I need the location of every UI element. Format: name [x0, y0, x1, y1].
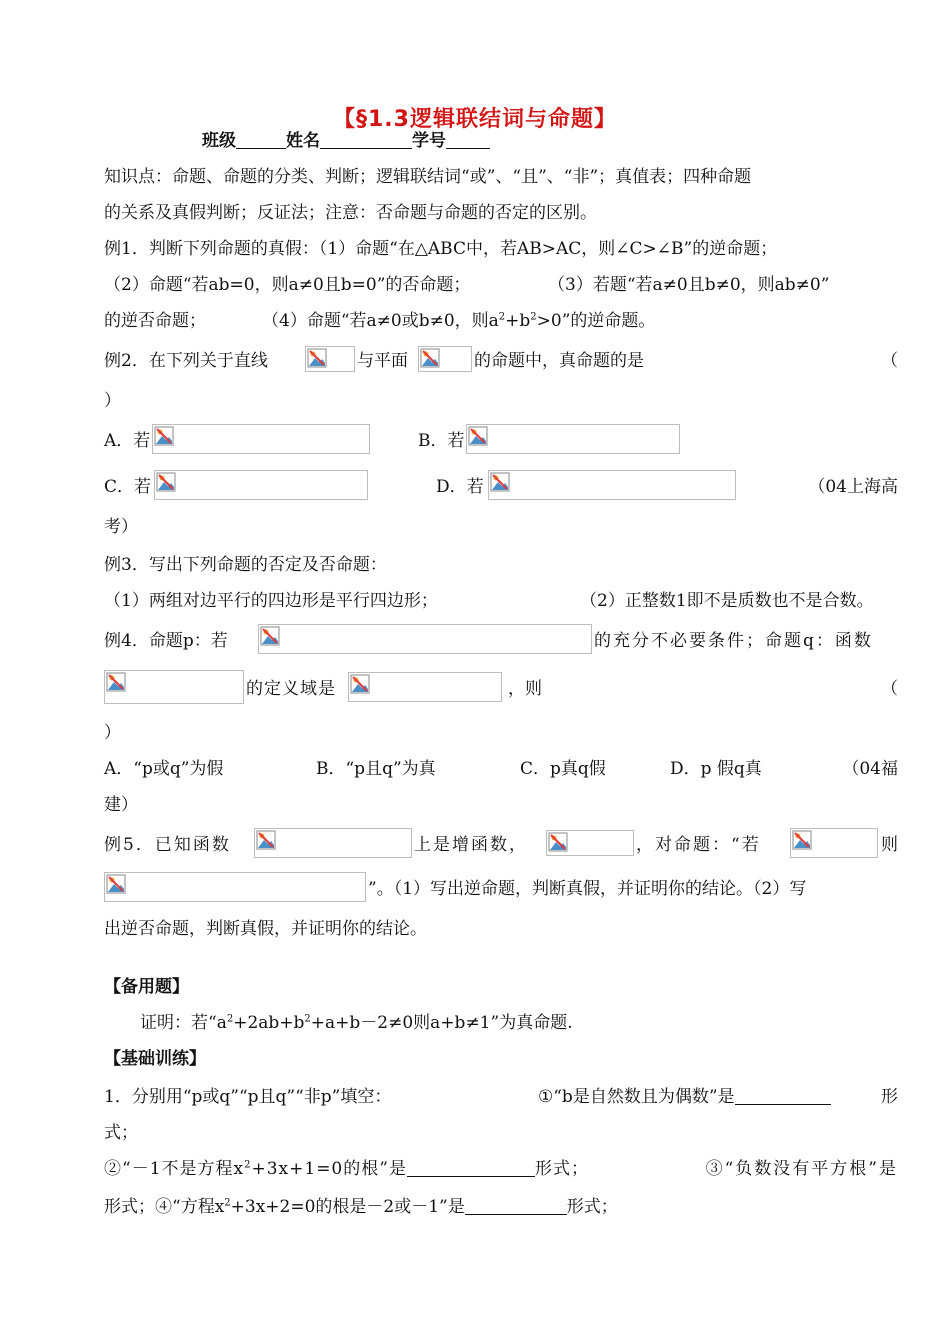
ex4-paren-open: （ [881, 679, 898, 699]
broken-image-icon [260, 626, 280, 646]
ex2-option-a: A．若 [104, 431, 151, 451]
ex1-line-2b: （3）若题“若a≠0且b≠0，则ab≠0” [548, 275, 830, 295]
class-label: 班级 [202, 131, 236, 151]
ex5-mid1: 上是增函数， [414, 835, 528, 855]
ex4-mid: 的充分不必要条件；命题q：函数 [594, 631, 873, 651]
ex5-rest: ”。（1）写出逆命题，判断真假，并证明你的结论。（2）写 [368, 879, 807, 899]
broken-image-icon [548, 832, 568, 852]
ex2-paren-open: （ [881, 351, 898, 371]
backup-heading: 【备用题】 [104, 977, 189, 997]
broken-image-icon [350, 674, 370, 694]
ex1-line-3a: 的逆否命题； [104, 311, 206, 331]
fill-blank-2[interactable] [407, 1158, 535, 1177]
broken-image-icon [156, 472, 176, 492]
ex2-option-c: C．若 [104, 477, 152, 497]
basic-line-4: 形式；④“方程$x^2+3x+2=0$的根是－2或－1”是 形式； [104, 1197, 618, 1217]
ex2-mid1: 与平面 [357, 351, 408, 371]
ex5-then: 则 [881, 835, 898, 855]
formula-image [790, 828, 878, 858]
broken-image-icon [106, 874, 126, 894]
formula-image [418, 346, 472, 372]
broken-image-icon [420, 348, 440, 368]
ex1-line-1: 例1．判断下列命题的真假：（1）命题“在△ABC中，若AB>AC，则∠C>∠B”的逆命题； [104, 239, 778, 259]
ex4-then: ，则 [508, 679, 542, 699]
broken-image-icon [468, 426, 488, 446]
formula-image [348, 672, 502, 702]
backup-proof: 证明：若“$a^2+2ab+b^2+a+b-2\ne 0$则a+b≠1”为真命题. [140, 1013, 573, 1033]
ex4-pre: 例4．命题p：若 [104, 631, 228, 651]
ex5-line-3: 出逆否命题，判断真假，并证明你的结论。 [104, 919, 427, 939]
ex3-line-1: 例3．写出下列命题的否定及否命题： [104, 555, 387, 575]
fill-blank-3[interactable] [465, 1196, 567, 1215]
ex2-source-2: 考） [104, 517, 138, 537]
formula-image [305, 346, 355, 372]
fill-blank-1[interactable] [735, 1086, 831, 1105]
header-line [202, 130, 490, 152]
basic-line-1a: 1．分别用“p或q”“p且q”“非p”填空： [104, 1087, 392, 1107]
ex2-paren-close: ） [104, 391, 121, 411]
ex2-pre: 例2．在下列关于直线 [104, 351, 268, 371]
formula-image [152, 424, 370, 454]
basic-line-2: 式； [104, 1123, 138, 1143]
class-blank[interactable] [236, 130, 286, 149]
ex2-source-1: （04上海高 [808, 477, 898, 497]
ex5-pre: 例5．已知函数 [104, 835, 231, 855]
broken-image-icon [106, 672, 126, 692]
name-blank[interactable] [320, 130, 412, 149]
basic-line-3d: ③“负数没有平方根”是 [705, 1159, 898, 1179]
basic-line-3: ②“－1不是方程$x^2+3x+1=0$的根”是 形式； [104, 1159, 589, 1179]
page-title: 【§1.3逻辑联结词与命题】 [333, 107, 617, 132]
broken-image-icon [792, 830, 812, 850]
ex4-source-2: 建） [104, 795, 138, 815]
ex2-option-d: D．若 [436, 477, 484, 497]
formula-image [154, 470, 368, 500]
formula-image [104, 670, 244, 704]
ex5-mid2: ，对命题：“若 [636, 835, 761, 855]
ex3-item-1: （1）两组对边平行的四边形是平行四边形； [104, 591, 438, 611]
formula-image [104, 872, 366, 902]
broken-image-icon [307, 348, 327, 368]
ex4-option-d: D．p 假q真 [670, 759, 762, 779]
ex2-mid2: 的命题中，真命题的是 [474, 351, 644, 371]
formula-image [466, 424, 680, 454]
ex1-line-3b: （4）命题“若a≠0或b≠0，则$a^2+b^2>0$”的逆命题。 [262, 311, 656, 331]
ex4-domain: 的定义域是 [246, 679, 336, 699]
id-blank[interactable] [446, 130, 490, 149]
ex4-option-b: B．“p且q”为真 [316, 759, 436, 779]
broken-image-icon [490, 472, 510, 492]
ex4-source-1: （04福 [842, 759, 898, 779]
broken-image-icon [256, 830, 276, 850]
basic-line-1c: 形 [881, 1087, 898, 1107]
ex4-option-c: C．p真q假 [520, 759, 606, 779]
ex4-paren-close: ） [104, 723, 121, 743]
formula-image [254, 828, 412, 858]
id-label: 学号 [412, 131, 446, 151]
formula-image [488, 470, 736, 500]
ex3-item-2: （2）正整数1即不是质数也不是合数。 [580, 591, 874, 611]
knowledge-line-2: 的关系及真假判断；反证法；注意：否命题与命题的否定的区别。 [104, 203, 597, 223]
formula-image [258, 624, 592, 654]
broken-image-icon [154, 426, 174, 446]
knowledge-line-1: 知识点：命题、命题的分类、判断；逻辑联结词“或”、“且”、“非”；真值表；四种命题 [104, 167, 752, 187]
ex4-option-a: A．“p或q”为假 [104, 759, 224, 779]
formula-image [546, 830, 634, 856]
basic-heading: 【基础训练】 [104, 1049, 206, 1069]
ex2-option-b: B．若 [418, 431, 465, 451]
basic-line-1b: ①“b是自然数且为偶数”是 [538, 1086, 831, 1108]
ex1-line-2a: （2）命题“若ab=0，则a≠0且b=0”的否命题； [104, 275, 471, 295]
name-label: 姓名 [286, 131, 320, 151]
